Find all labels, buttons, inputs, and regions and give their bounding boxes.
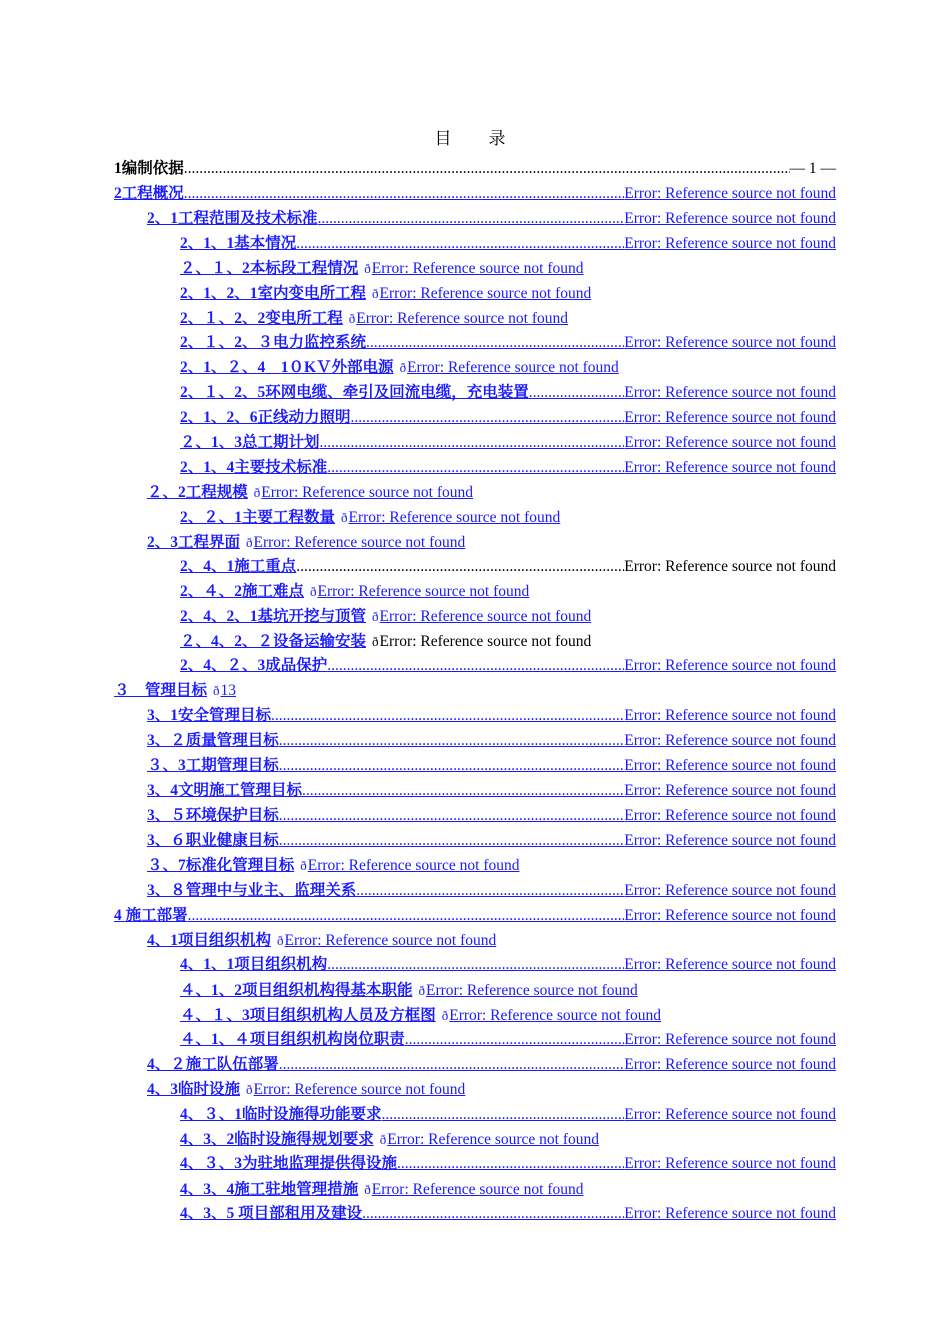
toc-title: 2、１、2、5环网电缆、牵引及回流电缆，充电装置 (180, 384, 529, 401)
tab-mark-icon: ð (372, 609, 379, 624)
toc-page: Error: Reference source not found (449, 1007, 662, 1024)
toc-entry[interactable] (180, 1179, 584, 1201)
toc-title: 3、２质量管理目标 (147, 732, 279, 749)
toc-page: Error: Reference source not found (261, 484, 474, 501)
dot-leader (296, 233, 624, 255)
toc-entry[interactable] (147, 805, 836, 827)
toc-title: ２、１、2本标段工程情况 (180, 260, 359, 277)
toc-title: 2、3工程界面 (147, 534, 241, 551)
toc-title: 4、3临时设施 (147, 1081, 241, 1098)
dot-leader (351, 407, 625, 429)
toc-page: Error: Reference source not found (307, 857, 520, 874)
toc-entry[interactable] (180, 507, 560, 529)
toc-entry[interactable] (114, 680, 236, 702)
toc-entry[interactable] (180, 954, 836, 976)
dot-leader (397, 1153, 624, 1175)
toc-title: 3、1安全管理目标 (147, 707, 272, 724)
toc-title: 4、２施工队伍部署 (147, 1056, 279, 1073)
toc-page: Error: Reference source not found (387, 1131, 600, 1148)
toc-title: 2、１、2、３电力监控系统 (180, 334, 367, 351)
toc-title: ２、2工程规模 (147, 484, 248, 501)
toc-title: 2、1工程范围及技术标准 (147, 210, 318, 227)
toc-title: 4、1项目组织机构 (147, 932, 272, 949)
toc-page: Error: Reference source not found (624, 882, 836, 899)
toc-entry[interactable] (180, 357, 619, 379)
toc-page: Error: Reference source not found (253, 1081, 466, 1098)
toc-page: Error: Reference source not found (624, 657, 836, 674)
toc-page: Error: Reference source not found (624, 907, 836, 924)
toc-entry[interactable] (180, 233, 836, 255)
dot-leader (188, 905, 625, 927)
toc-title: 4、1、1项目组织机构 (180, 956, 328, 973)
toc-page: Error: Reference source not found (624, 832, 836, 849)
toc-page: Error: Reference source not found (624, 1106, 836, 1123)
toc-entry[interactable] (147, 755, 836, 777)
toc-entry[interactable] (147, 730, 836, 752)
dot-leader (529, 382, 624, 404)
toc-title: 2、１、2、2变电所工程 (180, 310, 343, 327)
tab-mark-icon: ð (348, 311, 356, 326)
toc-page: Error: Reference source not found (379, 633, 592, 650)
toc-entry[interactable] (180, 980, 638, 1002)
dot-leader (279, 730, 624, 752)
toc-page: Error: Reference source not found (624, 782, 836, 799)
toc-title: 2、4、2、1基坑开挖与顶管 (180, 608, 367, 625)
toc-entry[interactable] (147, 780, 836, 802)
toc-title: 4 施工部署 (114, 907, 188, 924)
tab-mark-icon: ð (418, 983, 426, 998)
toc-entry[interactable] (180, 407, 836, 429)
toc-page: Error: Reference source not found (624, 1205, 836, 1222)
toc-page: Error: Reference source not found (371, 1181, 584, 1198)
toc-entry[interactable] (180, 606, 591, 628)
toc-entry[interactable] (180, 1104, 836, 1126)
dot-leader (279, 1054, 624, 1076)
toc-entry[interactable] (147, 482, 473, 504)
toc-page: Error: Reference source not found (284, 932, 497, 949)
tab-mark-icon: ð (246, 1082, 253, 1097)
toc-title: 4、３、1临时设施得功能要求 (180, 1106, 382, 1123)
dot-leader (318, 208, 625, 230)
toc-entry[interactable] (147, 830, 836, 852)
toc-page: — 1 — (789, 160, 836, 177)
toc-title: 3、６职业健康目标 (147, 832, 279, 849)
toc-entry[interactable] (180, 1005, 661, 1027)
toc-title: ３ 管理目标 (114, 682, 208, 699)
toc-title: 4、3、2临时设施得规划要求 (180, 1131, 374, 1148)
toc-title: ４、1、４项目组织机构岗位职责 (180, 1031, 405, 1048)
toc-entry[interactable] (180, 1129, 599, 1151)
tab-mark-icon: ð (372, 634, 379, 649)
dot-leader (382, 1104, 625, 1126)
toc-page: 13 (220, 682, 237, 699)
toc-page: Error: Reference source not found (624, 732, 836, 749)
dot-leader (327, 655, 624, 677)
tab-mark-icon: ð (300, 858, 307, 873)
toc-title: 2、４、2施工难点 (180, 583, 305, 600)
toc-entry[interactable] (147, 930, 496, 952)
dot-leader (271, 705, 624, 727)
dot-leader (184, 183, 624, 205)
toc-title: 3、4文明施工管理目标 (147, 782, 303, 799)
toc-title: ３、3工期管理目标 (147, 757, 279, 774)
toc-entry[interactable] (180, 556, 836, 578)
toc-entry[interactable] (180, 283, 591, 305)
dot-leader (320, 432, 625, 454)
toc-page: Error: Reference source not found (624, 707, 836, 724)
dot-leader (184, 158, 790, 180)
toc-entry[interactable] (180, 457, 836, 479)
tab-mark-icon: ð (379, 1132, 387, 1147)
toc-entry[interactable] (147, 1079, 465, 1101)
toc-title: 2工程概况 (114, 185, 184, 202)
tab-mark-icon: ð (372, 286, 379, 301)
toc-page: Error: Reference source not found (624, 558, 836, 575)
toc-title: 4、3、4施工驻地管理措施 (180, 1181, 359, 1198)
toc-entry[interactable] (180, 382, 836, 404)
toc-page: Error: Reference source not found (624, 1155, 836, 1172)
dot-leader (356, 880, 624, 902)
toc-title: 2、２、1主要工程数量 (180, 509, 336, 526)
toc-entry[interactable] (147, 1054, 836, 1076)
tab-mark-icon: ð (253, 485, 261, 500)
toc-entry[interactable] (114, 183, 836, 205)
toc-page: Error: Reference source not found (624, 1056, 836, 1073)
toc-entry[interactable] (180, 258, 584, 280)
toc-page: Error: Reference source not found (624, 235, 836, 252)
toc-title: 2、1、2、6正线动力照明 (180, 409, 351, 426)
toc-title: ２、1、3总工期计划 (180, 434, 320, 451)
tab-mark-icon: ð (246, 535, 253, 550)
toc-title: 2、1、2、1室内变电所工程 (180, 285, 367, 302)
tab-mark-icon: ð (441, 1008, 449, 1023)
tab-mark-icon: ð (364, 261, 371, 276)
toc-page: Error: Reference source not found (317, 583, 530, 600)
toc-title: ２、4、2、２设备运输安装 (180, 633, 367, 650)
toc-page: Error: Reference source not found (624, 956, 836, 973)
toc-entry[interactable] (147, 855, 520, 877)
toc-page: Error: Reference source not found (624, 807, 836, 824)
toc-entry[interactable] (147, 880, 836, 902)
toc-entry[interactable] (180, 1203, 836, 1225)
dot-leader (327, 954, 624, 976)
toc-entry[interactable] (114, 158, 836, 180)
toc-entry[interactable] (180, 1029, 836, 1051)
tab-mark-icon: ð (364, 1182, 371, 1197)
tab-mark-icon: ð (310, 584, 317, 599)
page-title: 目 录 (434, 129, 516, 148)
toc-page: Error: Reference source not found (371, 260, 584, 277)
tab-mark-icon: ð (213, 683, 220, 698)
tab-mark-icon: ð (399, 360, 407, 375)
toc-page: Error: Reference source not found (426, 982, 638, 999)
toc-page: Error: Reference source not found (624, 210, 836, 227)
toc-title: 2、1、1基本情况 (180, 235, 297, 252)
toc-title: 3、５环境保护目标 (147, 807, 279, 824)
toc-page: Error: Reference source not found (624, 1031, 836, 1048)
toc-page: Error: Reference source not found (624, 334, 836, 351)
dot-leader (366, 332, 624, 354)
toc-title: 4、３、3为驻地监理提供得设施 (180, 1155, 398, 1172)
tab-mark-icon: ð (277, 933, 284, 948)
toc-title: 2、4、1施工重点 (180, 558, 297, 575)
toc-title: 4、3、5 项目部租用及建设 (180, 1205, 363, 1222)
dot-leader (302, 780, 624, 802)
toc-entry[interactable] (180, 308, 568, 330)
toc-page: Error: Reference source not found (379, 285, 592, 302)
dot-leader (327, 457, 624, 479)
toc-title: 1编制依据 (114, 160, 184, 177)
toc-entry[interactable] (147, 208, 836, 230)
toc-title: 2、4、２、3成品保护 (180, 657, 328, 674)
dot-leader (296, 556, 624, 578)
toc-page: Error: Reference source not found (624, 434, 836, 451)
toc-entry[interactable] (180, 332, 836, 354)
toc-entry[interactable] (180, 631, 591, 653)
toc-title: 2、1、２、4 1０KＶ外部电源 (180, 359, 394, 376)
toc-entry[interactable] (180, 655, 836, 677)
toc-title: 3、８管理中与业主、监理关系 (147, 882, 357, 899)
toc-title: ４、１、3项目组织机构人员及方框图 (180, 1007, 436, 1024)
toc-entry[interactable] (180, 432, 836, 454)
toc-page: Error: Reference source not found (253, 534, 466, 551)
toc-entry[interactable] (180, 581, 529, 603)
toc-entry[interactable] (114, 905, 836, 927)
toc-title: ４、1、2项目组织机构得基本职能 (180, 982, 413, 999)
toc-page: Error: Reference source not found (624, 384, 836, 401)
tab-mark-icon: ð (341, 510, 348, 525)
toc-page: Error: Reference source not found (407, 359, 619, 376)
toc-page: Error: Reference source not found (624, 757, 836, 774)
dot-leader (279, 755, 624, 777)
toc-page: Error: Reference source not found (348, 509, 561, 526)
toc-entry[interactable] (147, 705, 836, 727)
toc-entry[interactable] (180, 1153, 836, 1175)
toc-entry[interactable] (147, 532, 465, 554)
toc-page: Error: Reference source not found (624, 185, 836, 202)
toc-page: Error: Reference source not found (356, 310, 569, 327)
dot-leader (279, 805, 624, 827)
toc-page: Error: Reference source not found (379, 608, 592, 625)
dot-leader (362, 1203, 624, 1225)
toc-title: 2、1、4主要技术标准 (180, 459, 328, 476)
dot-leader (405, 1029, 624, 1051)
dot-leader (279, 830, 624, 852)
toc-page: Error: Reference source not found (624, 459, 836, 476)
toc-title: ３、7标准化管理目标 (147, 857, 295, 874)
toc-page: Error: Reference source not found (624, 409, 836, 426)
